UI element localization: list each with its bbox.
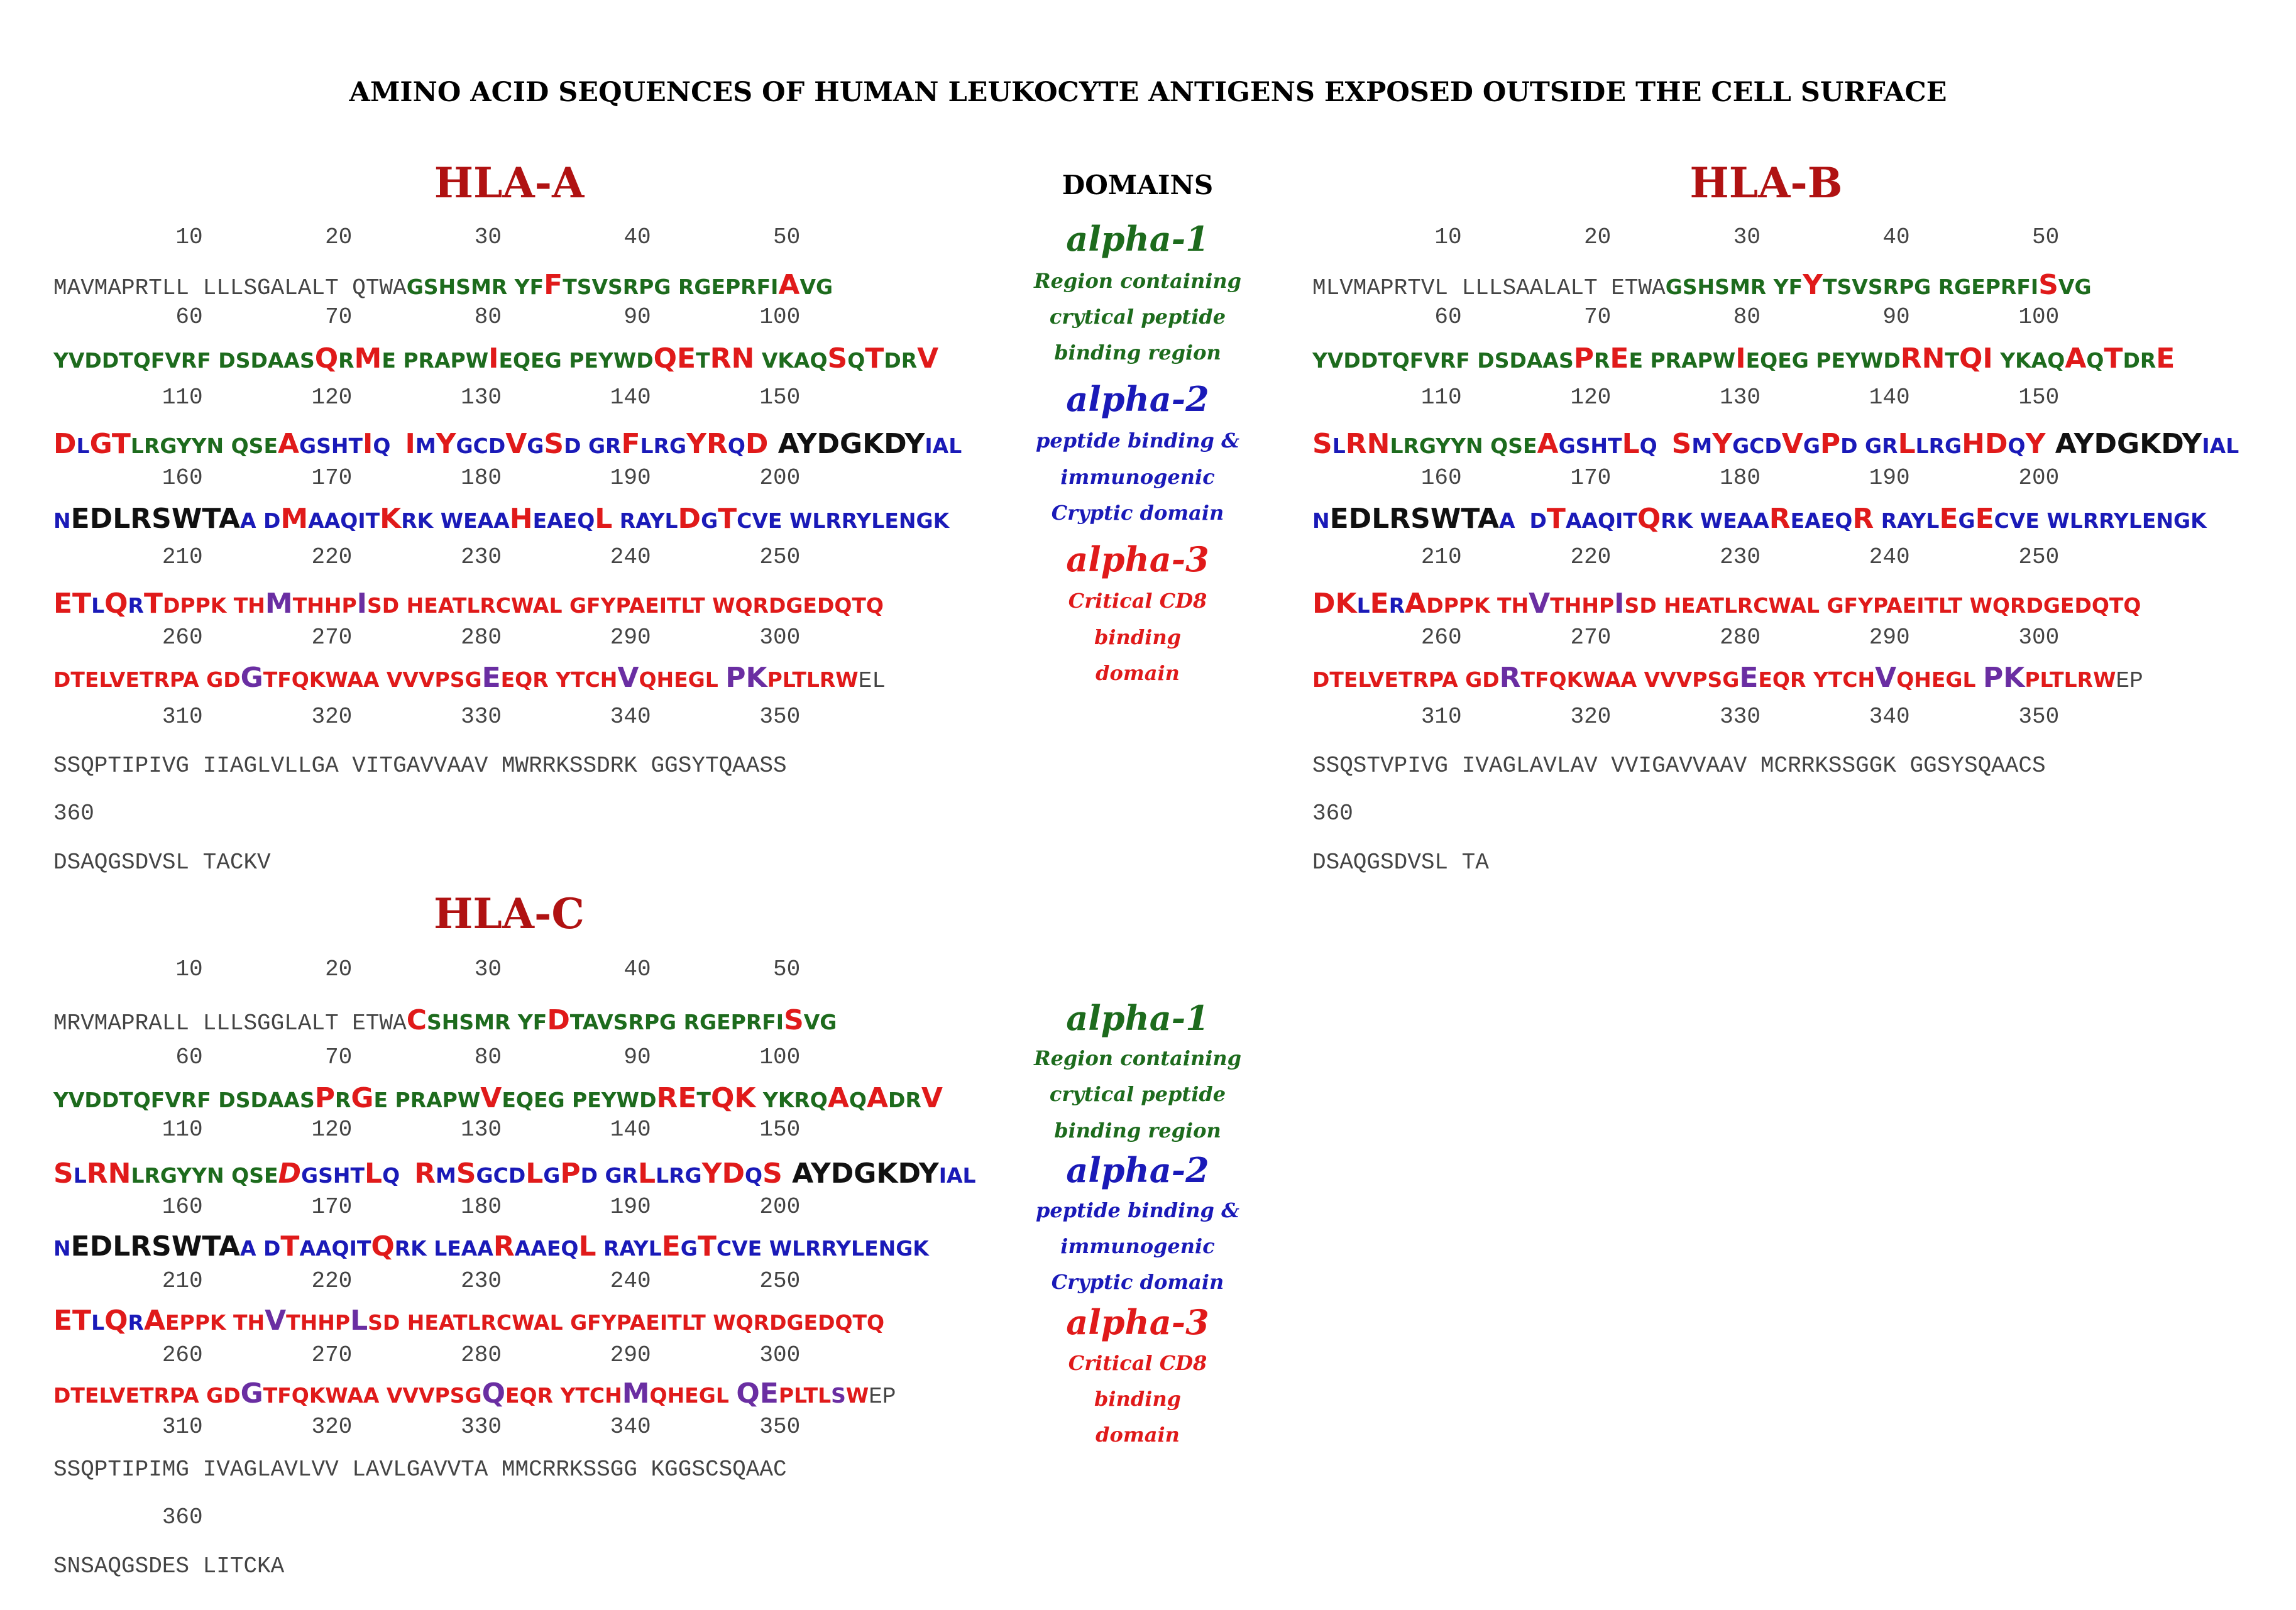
domain-alpha3-desc1-bottom: Critical CD8 bbox=[1068, 1351, 1207, 1375]
domain-alpha3-top: alpha-3 bbox=[1066, 539, 1209, 579]
domain-alpha1-bottom: alpha-1 bbox=[1066, 998, 1209, 1038]
hla-c-numbers-7: 310 320 330 340 350 bbox=[53, 1414, 801, 1440]
hla-a-numbers-6: 260 270 280 290 300 bbox=[53, 625, 801, 650]
hla-b-seq-line-1: MLVMAPRTVL LLLSAALALT ETWAGSHSMR YFYTSVSRPG RGEPRFISVG bbox=[1312, 269, 2092, 301]
hla-b-numbers-4: 160 170 180 190 200 bbox=[1312, 465, 2060, 491]
hla-c-numbers-8: 360 bbox=[53, 1504, 203, 1530]
domain-alpha2-desc1-bottom: peptide binding & bbox=[1036, 1198, 1239, 1222]
hla-b-seq-line-2: YVDDTQFVRF DSDAASPREE PRAPWIEQEG PEYWDRNTQI YKAQAQTDRE bbox=[1312, 342, 2175, 375]
hla-a-numbers-4: 160 170 180 190 200 bbox=[53, 465, 801, 491]
domain-alpha1-desc2-top: crytical peptide bbox=[1049, 305, 1226, 329]
domain-alpha3-desc3-bottom: domain bbox=[1096, 1423, 1180, 1447]
hla-a-seq-line-5: ETLQRTDPPK THMTHHPISD HEATLRCWAL GFYPAEITLT WQRDGEDQTQ bbox=[53, 588, 884, 620]
domain-alpha2-desc1-top: peptide binding & bbox=[1036, 429, 1239, 452]
hla-c-numbers-1: 10 20 30 40 50 bbox=[53, 956, 801, 982]
hla-a-seq-line-3: DLGTLRGYYN QSEAGSHTIQ IMYGCDVGSD GRFLRGYRQD AYDGKDYIAL bbox=[53, 428, 962, 460]
domain-alpha2-top: alpha-2 bbox=[1066, 379, 1209, 419]
hla-b-numbers-2: 60 70 80 90 100 bbox=[1312, 304, 2060, 330]
domain-alpha3-desc2-bottom: binding bbox=[1094, 1387, 1181, 1411]
domain-alpha1-desc1-top: Region containing bbox=[1033, 269, 1242, 293]
domain-alpha3-desc1-top: Critical CD8 bbox=[1068, 589, 1207, 613]
hla-b-numbers-5: 210 220 230 240 250 bbox=[1312, 544, 2060, 570]
domain-alpha1-top: alpha-1 bbox=[1066, 219, 1209, 259]
hla-a-seq-line-4: NEDLRSWTAA DMAAQITKRK WEAAHEAEQL RAYLDGTCVE WLRRYLENGK bbox=[53, 503, 950, 535]
domain-alpha3-desc3-top: domain bbox=[1096, 661, 1180, 685]
hla-b-title: HLA-B bbox=[1689, 158, 1843, 207]
hla-c-numbers-5: 210 220 230 240 250 bbox=[53, 1268, 801, 1294]
hla-a-numbers-2: 60 70 80 90 100 bbox=[53, 304, 801, 330]
hla-b-seq-line-5: DKLERADPPK THVTHHPISD HEATLRCWAL GFYPAEITLT WQRDGEDQTQ bbox=[1312, 588, 2141, 620]
hla-c-numbers-6: 260 270 280 290 300 bbox=[53, 1342, 801, 1368]
hla-c-seq-line-8: SNSAQGSDES LITCKA bbox=[53, 1553, 285, 1579]
domain-alpha3-bottom: alpha-3 bbox=[1066, 1302, 1209, 1342]
hla-a-seq-line-8: DSAQGSDVSL TACKV bbox=[53, 850, 271, 875]
domain-alpha2-desc2-top: immunogenic bbox=[1060, 465, 1215, 489]
hla-a-numbers-3: 110 120 130 140 150 bbox=[53, 385, 801, 410]
hla-a-numbers-5: 210 220 230 240 250 bbox=[53, 544, 801, 570]
hla-c-title: HLA-C bbox=[434, 889, 585, 938]
hla-b-numbers-1: 10 20 30 40 50 bbox=[1312, 224, 2060, 250]
hla-a-numbers-8: 360 bbox=[53, 801, 94, 826]
hla-c-numbers-4: 160 170 180 190 200 bbox=[53, 1194, 801, 1220]
hla-b-seq-line-8: DSAQGSDVSL TA bbox=[1312, 850, 1489, 875]
hla-a-title: HLA-A bbox=[434, 158, 585, 207]
hla-b-numbers-8: 360 bbox=[1312, 801, 1353, 826]
page-title: AMINO ACID SEQUENCES OF HUMAN LEUKOCYTE ANTIGENS EXPOSED OUTSIDE THE CELL SURFACE bbox=[349, 77, 1947, 108]
domain-alpha2-bottom: alpha-2 bbox=[1066, 1150, 1209, 1190]
domain-alpha3-desc2-top: binding bbox=[1094, 625, 1181, 649]
hla-c-seq-line-6: DTELVETRPA GDGTFQKWAA VVVPSGQEQR YTCHMQHEGL QEPLTLSWEP bbox=[53, 1377, 896, 1410]
hla-b-numbers-7: 310 320 330 340 350 bbox=[1312, 704, 2060, 730]
domain-alpha2-desc3-bottom: Cryptic domain bbox=[1051, 1270, 1224, 1294]
hla-b-seq-line-4: NEDLRSWTAA DTAAQITQRK WEAAREAEQR RAYLEGECVE WLRRYLENGK bbox=[1312, 503, 2207, 535]
hla-a-seq-line-7: SSQPTIPIVG IIAGLVLLGA VITGAVVAAV MWRRKSSDRK GGSYTQAASS bbox=[53, 753, 787, 779]
domain-alpha2-desc3-top: Cryptic domain bbox=[1051, 501, 1224, 525]
hla-c-seq-line-2: YVDDTQFVRF DSDAASPRGE PRAPWVEQEG PEYWDRETQK YKRQAQADRV bbox=[53, 1082, 943, 1114]
hla-c-seq-line-7: SSQPTIPIMG IVAGLAVLVV LAVLGAVVTA MMCRRKSSGG KGGSCSQAAC bbox=[53, 1457, 787, 1482]
hla-b-seq-line-7: SSQSTVPIVG IVAGLAVLAV VVIGAVVAAV MCRRKSSGGK GGSYSQAACS bbox=[1312, 753, 2046, 779]
hla-a-seq-line-6: DTELVETRPA GDGTFQKWAA VVVPSGEEQR YTCHVQHEGL PKPLTLRWEL bbox=[53, 662, 886, 694]
domain-alpha1-desc1-bottom: Region containing bbox=[1033, 1046, 1242, 1070]
hla-c-numbers-2: 60 70 80 90 100 bbox=[53, 1044, 801, 1070]
domain-alpha1-desc3-top: binding region bbox=[1054, 341, 1221, 364]
hla-c-seq-line-5: ETLQRAEPPK THVTHHPLSD HEATLRCWAL GFYPAEITLT WQRDGEDQTQ bbox=[53, 1305, 885, 1337]
hla-a-numbers-7: 310 320 330 340 350 bbox=[53, 704, 801, 730]
hla-c-seq-line-4: NEDLRSWTAA DTAAQITQRK LEAARAAEQL RAYLEGTCVE WLRRYLENGK bbox=[53, 1230, 929, 1262]
domain-alpha1-desc3-bottom: binding region bbox=[1054, 1119, 1221, 1142]
hla-a-seq-line-1: MAVMAPRTLL LLLSGALALT QTWAGSHSMR YFFTSVSRPG RGEPRFIAVG bbox=[53, 269, 833, 301]
hla-b-numbers-3: 110 120 130 140 150 bbox=[1312, 385, 2060, 410]
hla-a-seq-line-2: YVDDTQFVRF DSDAASQRME PRAPWIEQEG PEYWDQETRN VKAQSQTDRV bbox=[53, 342, 939, 375]
hla-c-seq-line-1: MRVMAPRALL LLLSGGLALT ETWACSHSMR YFDTAVSRPG RGEPRFISVG bbox=[53, 1004, 837, 1036]
hla-c-seq-line-3: SLRNLRGYYN QSEDGSHTLQ RMSGCDLGPD GRLLRGYDQS AYDGKDYIAL bbox=[53, 1158, 976, 1190]
hla-c-numbers-3: 110 120 130 140 150 bbox=[53, 1117, 801, 1142]
hla-b-seq-line-3: SLRNLRGYYN QSEAGSHTLQ SMYGCDVGPD GRLLRGHDQY AYDGKDYIAL bbox=[1312, 428, 2239, 460]
hla-b-numbers-6: 260 270 280 290 300 bbox=[1312, 625, 2060, 650]
domain-alpha2-desc2-bottom: immunogenic bbox=[1060, 1234, 1215, 1258]
hla-a-numbers-1: 10 20 30 40 50 bbox=[53, 224, 801, 250]
domain-alpha1-desc2-bottom: crytical peptide bbox=[1049, 1082, 1226, 1106]
hla-b-seq-line-6: DTELVETRPA GDRTFQKWAA VVVPSGEEQR YTCHVQHEGL PKPLTLRWEP bbox=[1312, 662, 2143, 694]
domains-heading: DOMAINS bbox=[1062, 170, 1214, 200]
